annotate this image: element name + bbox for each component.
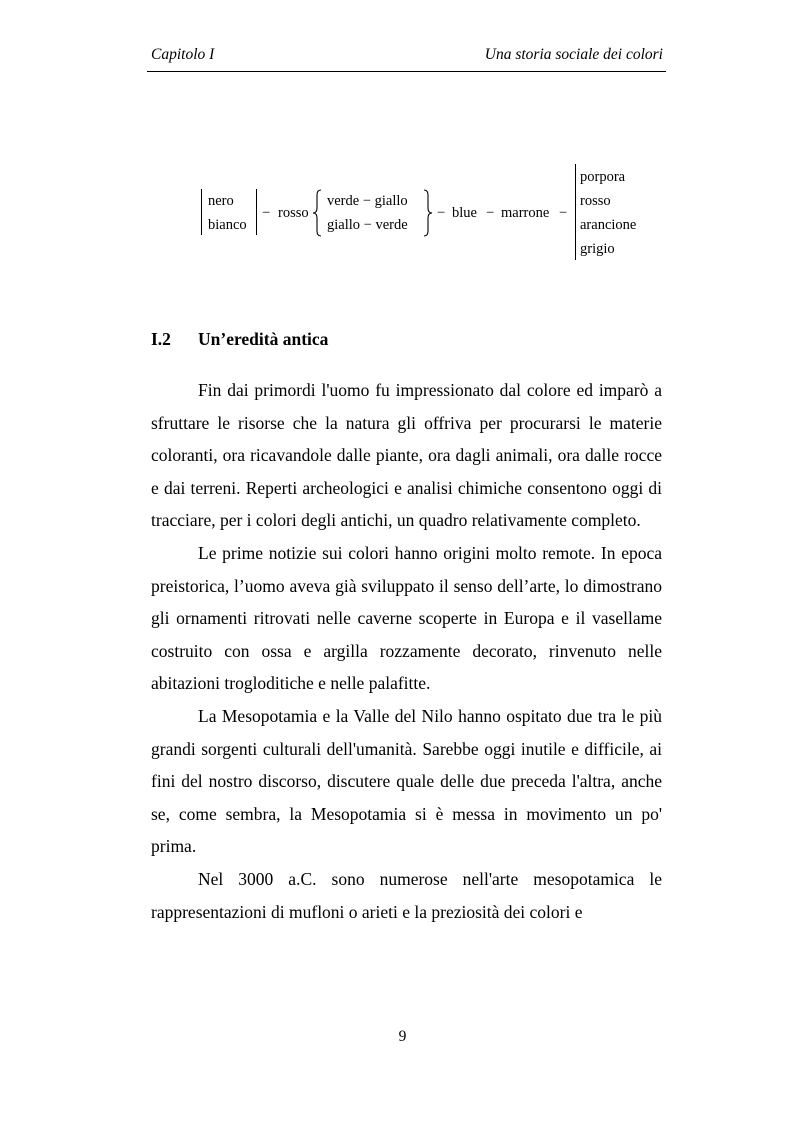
group2-item-2: giallo − verde bbox=[327, 217, 408, 233]
dash-3: − bbox=[486, 205, 495, 221]
group3-item-grigio: grigio bbox=[580, 241, 615, 257]
section-heading bbox=[151, 329, 328, 350]
group3-item-rosso: rosso bbox=[580, 193, 611, 209]
running-header-chapter: Capitolo I bbox=[151, 46, 215, 63]
running-header-title: Una storia sociale dei colori bbox=[484, 46, 663, 63]
group2-left-brace bbox=[312, 189, 322, 237]
header-divider bbox=[147, 71, 666, 72]
paragraph-2: Le prime notizie sui colori hanno origini molto remote. In epoca preistorica, l’uomo aveva già sviluppato il senso dell’arte, lo dimostrano gli ornamenti ritrovati nelle caverne scoperte in Europa e il vasellame costruito con ossa e argilla rozzamente decorato, rinvenuto nelle abitazioni trogloditiche e nelle palafitte. bbox=[151, 542, 662, 694]
group3-item-arancione: arancione bbox=[580, 217, 637, 233]
body-text bbox=[151, 374, 662, 928]
group1-item-nero: nero bbox=[208, 193, 234, 209]
paragraph-1: Fin dai primordi l'uomo fu impressionato dal colore ed imparò a sfruttare le risorse che la natura gli offriva per procurarsi le materie coloranti, ora ricavandole dalle piante, ora dagli animali, ora dalle rocce e dai terreni. Reperti archeologici e analisi chimiche consentono oggi di tracciare, per i colori degli antichi, un quadro relativamente completo. bbox=[151, 380, 662, 531]
dash-1: − bbox=[262, 205, 271, 221]
dash-4: − bbox=[559, 205, 568, 221]
section-title: Un’eredità antica bbox=[198, 329, 329, 349]
dash-2: − bbox=[437, 205, 446, 221]
label-rosso: rosso bbox=[278, 205, 309, 221]
group1-item-bianco: bianco bbox=[208, 217, 247, 233]
paragraph-4: Nel 3000 a.C. sono numerose nell'arte mesopotamica le rappresentazioni di mufloni o arieti e la preziosità dei colori e bbox=[151, 868, 662, 922]
group2-item-1: verde − giallo bbox=[327, 193, 408, 209]
group3-left-bar bbox=[575, 164, 576, 260]
group1-right-bar bbox=[256, 189, 257, 235]
label-blue: blue bbox=[452, 205, 477, 221]
paragraph-3: La Mesopotamia e la Valle del Nilo hanno ospitato due tra le più grandi sorgenti culturali dell'umanità. Sarebbe oggi inutile e difficile, ai fini del nostro discorso, discutere quale delle due preceda l'altra, anche se, come sembra, la Mesopotamia si è messa in movimento un po' prima. bbox=[151, 705, 662, 857]
page-number: 9 bbox=[398, 1028, 407, 1045]
label-marrone: marrone bbox=[501, 205, 550, 221]
section-number: I.2 bbox=[151, 329, 171, 349]
group1-left-bar bbox=[201, 189, 202, 235]
group3-item-porpora: porpora bbox=[580, 169, 626, 185]
group2-right-brace bbox=[423, 189, 433, 237]
